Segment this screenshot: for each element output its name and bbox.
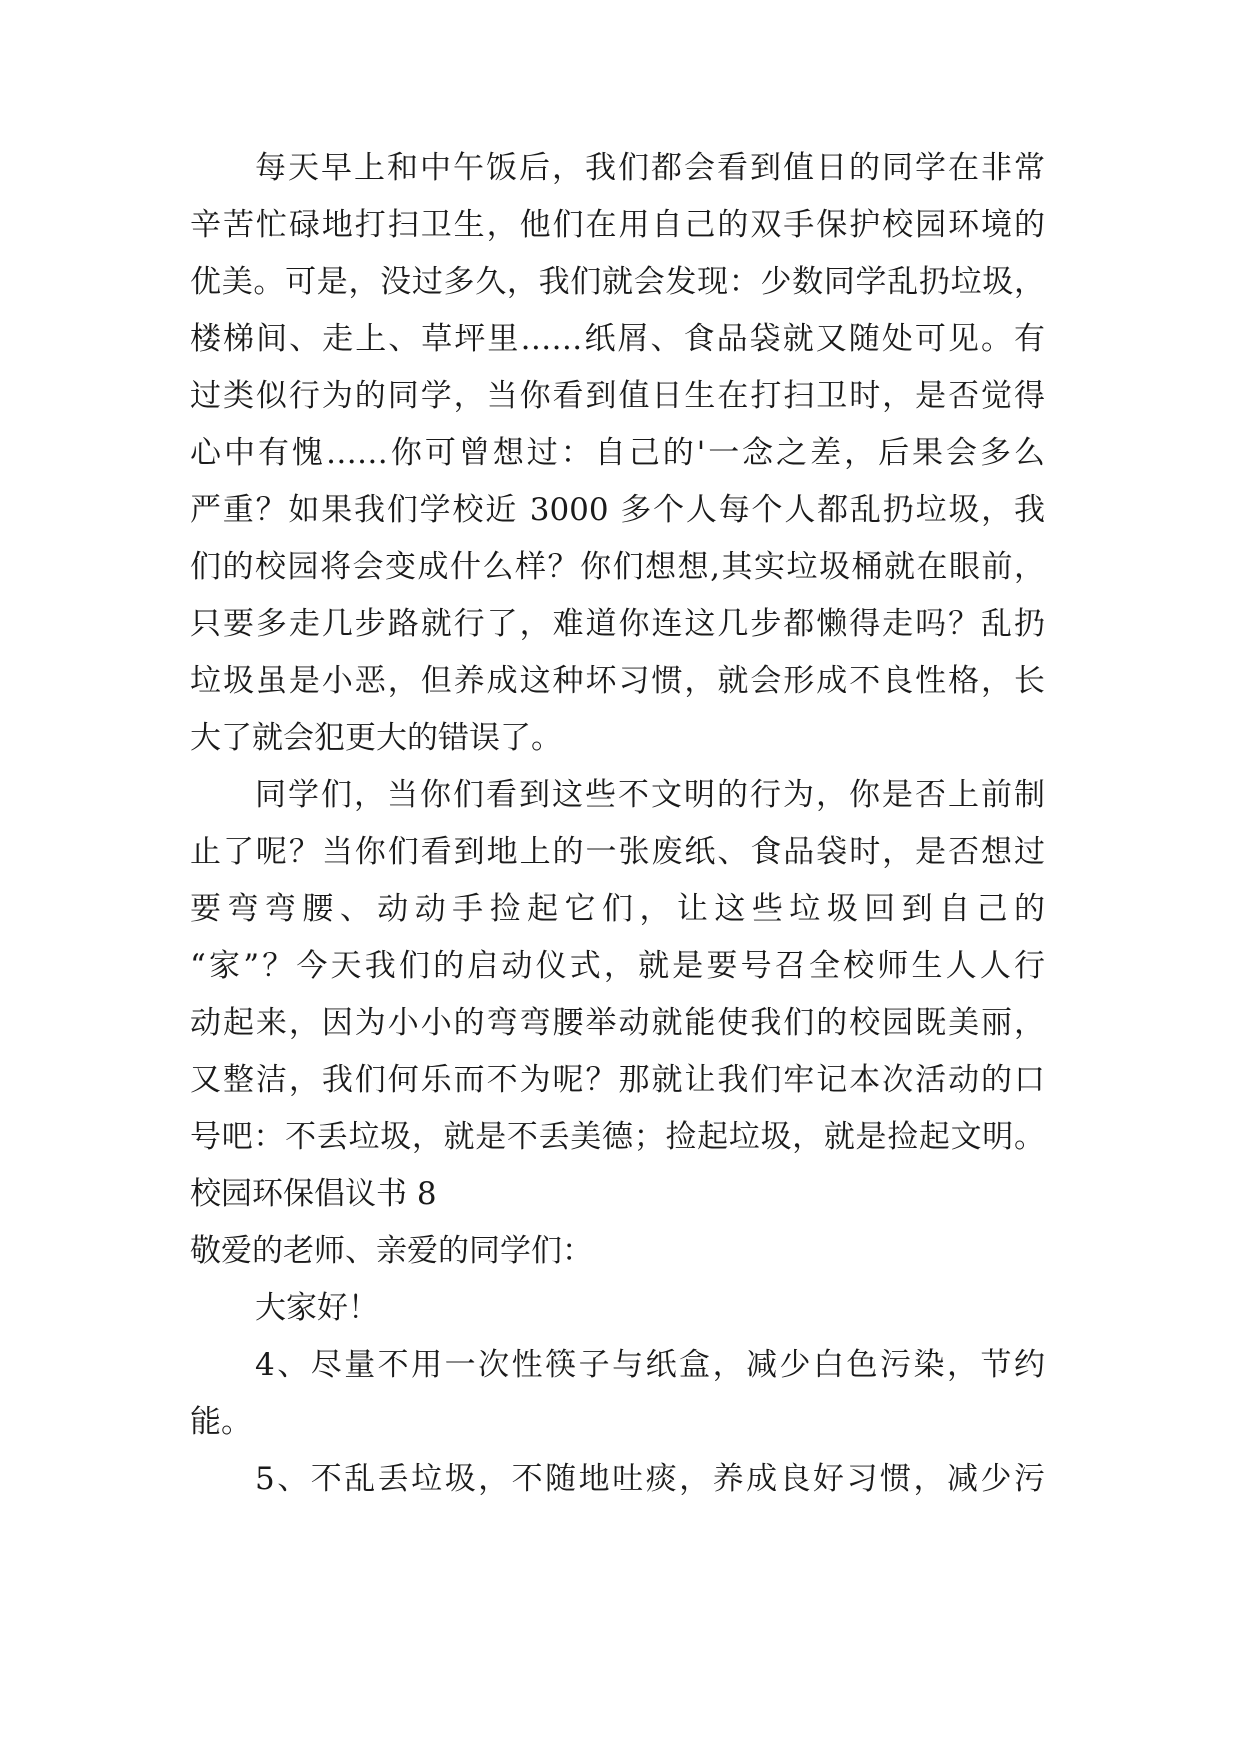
section-title: 校园环保倡议书 8 [190, 1176, 437, 1212]
text-line: 要弯弯腰、动动手捡起它们，让这些垃圾回到自己的 [190, 891, 1045, 927]
text-line: 优美。可是，没过多久，我们就会发现：少数同学乱扔垃圾， [190, 264, 1045, 300]
text-line: 大了就会犯更大的错误了。 [190, 720, 562, 756]
list-item: 4、尽量不用一次性筷子与纸盒，减少白色污染，节约 [255, 1347, 1045, 1383]
text-line: 能。 [190, 1404, 252, 1440]
text-line: 心中有愧……你可曾想过：自己的'一念之差，后果会多么 [190, 435, 1045, 471]
text-line: 同学们，当你们看到这些不文明的行为，你是否上前制 [255, 777, 1045, 813]
text-line: 止了呢？当你们看到地上的一张废纸、食品袋时，是否想过 [190, 834, 1045, 870]
list-item: 5、不乱丢垃圾，不随地吐痰，养成良好习惯，减少污 [255, 1461, 1045, 1497]
text-line: 辛苦忙碌地打扫卫生，他们在用自己的双手保护校园环境的 [190, 207, 1045, 243]
text-line: 又整洁，我们何乐而不为呢？那就让我们牢记本次活动的口 [190, 1062, 1045, 1098]
text-line: 楼梯间、走上、草坪里……纸屑、食品袋就又随处可见。有 [190, 321, 1045, 357]
text-line: 号吧：不丢垃圾，就是不丢美德；捡起垃圾，就是捡起文明。 [190, 1119, 1045, 1155]
text-line: 严重？如果我们学校近 3000 多个人每个人都乱扔垃圾，我 [190, 492, 1045, 528]
text-line: 们的校园将会变成什么样？你们想想,其实垃圾桶就在眼前， [190, 549, 1045, 585]
salutation: 敬爱的老师、亲爱的同学们： [190, 1233, 593, 1269]
text-line: 过类似行为的同学，当你看到值日生在打扫卫时，是否觉得 [190, 378, 1045, 414]
text-line: “家”？今天我们的启动仪式，就是要号召全校师生人人行 [190, 948, 1045, 984]
text-line: 动起来，因为小小的弯弯腰举动就能使我们的校园既美丽， [190, 1005, 1045, 1041]
text-line: 只要多走几步路就行了，难道你连这几步都懒得走吗？乱扔 [190, 606, 1045, 642]
text-line: 垃圾虽是小恶，但养成这种坏习惯，就会形成不良性格，长 [190, 663, 1045, 699]
greeting: 大家好！ [255, 1290, 379, 1326]
text-line: 每天早上和中午饭后，我们都会看到值日的同学在非常 [255, 150, 1045, 186]
